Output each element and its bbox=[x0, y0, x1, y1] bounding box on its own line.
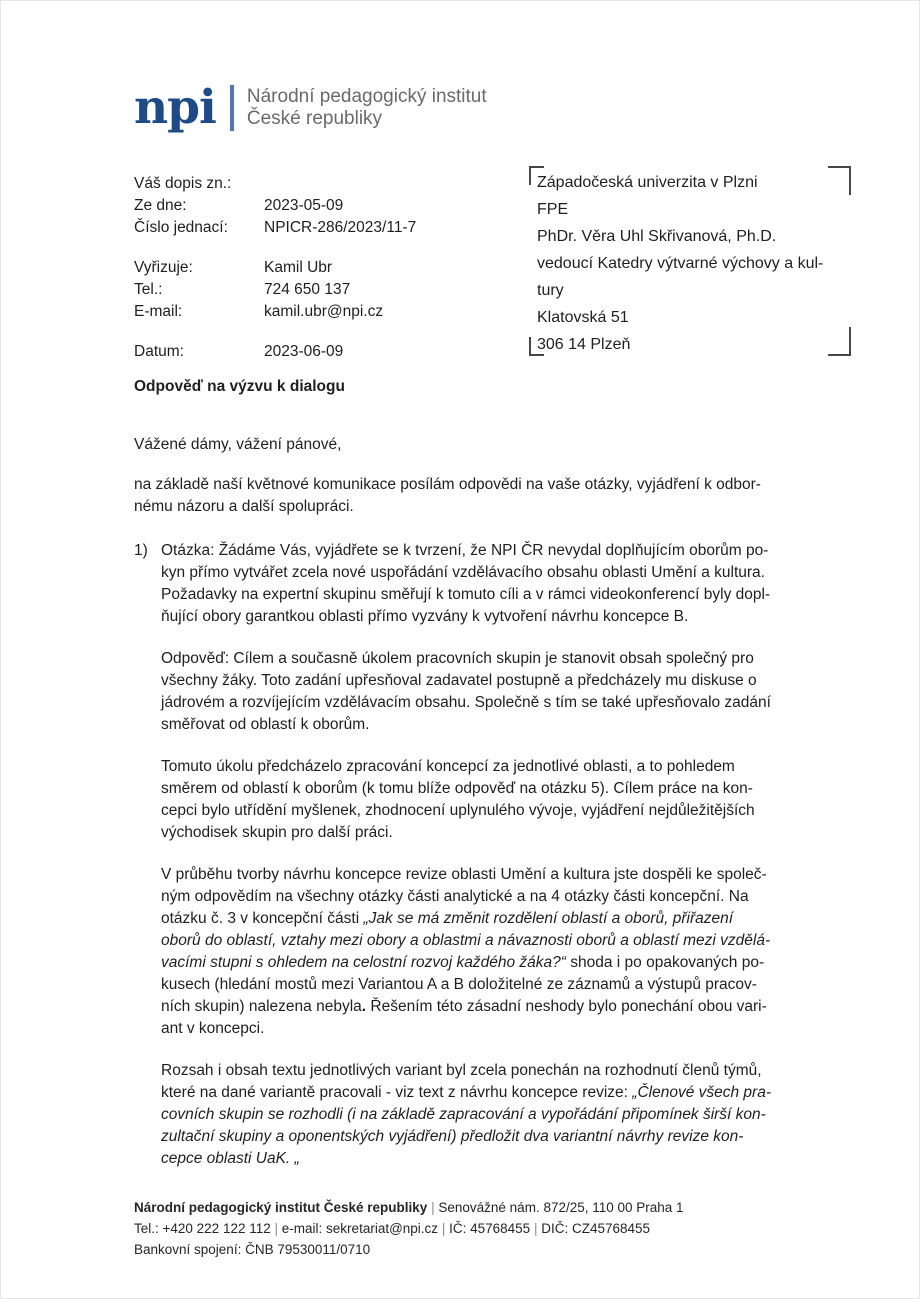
recipient-line: PhDr. Věra Uhl Skřivanová, Ph.D. bbox=[537, 228, 777, 245]
quoted-italic-text: „Členové všech pra- bbox=[632, 1084, 771, 1101]
recipient-line: vedoucí Katedry výtvarné výchovy a kul- bbox=[537, 255, 824, 272]
footer-ic: IČ: 45768455 bbox=[449, 1221, 531, 1236]
footer-address: Senovážné nám. 872/25, 110 00 Praha 1 bbox=[438, 1200, 684, 1215]
sender-field-vas-dopis bbox=[134, 173, 416, 195]
paragraph-line: směřovat od oblastí k oborům. bbox=[161, 716, 370, 733]
sender-field-email bbox=[134, 301, 416, 323]
paragraph-line: Otázka: Žádáme Vás, vyjádřete se k tvrzení, že NPI ČR nevydal doplňujícím oborům po- bbox=[161, 542, 769, 559]
question-1-paragraph bbox=[134, 540, 861, 628]
paragraph-line: V průběhu tvorby návrhu koncepce revize oblasti Umění a kultura jste dospěli ke společ- bbox=[161, 866, 767, 883]
logo-name-line2: České republiky bbox=[246, 108, 383, 129]
sender-field-label: Vyřizuje: bbox=[134, 259, 193, 276]
paragraph-line: na základě naší květnové komunikace posílám odpovědi na vaše otázky, vyjádření k odbor- bbox=[134, 476, 761, 493]
sender-field-cislo-jednaci bbox=[134, 217, 416, 239]
bold-period: . bbox=[361, 998, 367, 1015]
footer-org-name: Národní pedagogický institut České republiky bbox=[134, 1200, 428, 1215]
answer-paragraph-1 bbox=[161, 648, 861, 736]
letter-footer bbox=[134, 1197, 684, 1260]
paragraph-line: nému názoru a další spolupráci. bbox=[134, 498, 354, 515]
recipient-line: 306 14 Plzeň bbox=[537, 336, 631, 353]
paragraph-text: Řešením této zásadní neshody bylo ponechání obou vari- bbox=[366, 998, 767, 1015]
paragraph-line: Požadavky na expertní skupinu směřují k tomuto cíli a v rámci videokonferencí byly dopl- bbox=[161, 586, 771, 603]
sender-field-ze-dne bbox=[134, 195, 416, 217]
sender-field-label: Váš dopis zn.: bbox=[134, 175, 232, 192]
recipient-address-block bbox=[529, 164, 851, 358]
footer-line-2 bbox=[134, 1218, 684, 1239]
answer-paragraph-2 bbox=[161, 756, 861, 844]
sender-field-value: 724 650 137 bbox=[264, 281, 351, 298]
paragraph-line: směrem od oblastí k oborům (k tomu blíže odpověď na otázku 5). Cílem práce na kon- bbox=[161, 780, 753, 797]
intro-paragraph bbox=[134, 474, 761, 518]
paragraph-line bbox=[161, 996, 861, 1018]
paragraph-line bbox=[161, 908, 861, 930]
recipient-line: FPE bbox=[537, 201, 569, 218]
footer-separator: | bbox=[431, 1200, 435, 1215]
paragraph-line: Rozsah i obsah textu jednotlivých variant byl zcela ponechán na rozhodnutí členů týmů, bbox=[161, 1062, 762, 1079]
paragraph-line: cepci bylo utřídění myšlenek, zhodnocení uplynulého vývoje, vyjádření nejdůležitějších bbox=[161, 802, 755, 819]
address-window-corner-top-right bbox=[828, 166, 851, 195]
list-number: 1) bbox=[134, 542, 148, 559]
footer-tel: Tel.: +420 222 122 112 bbox=[134, 1221, 271, 1236]
letter-subject: Odpověď na výzvu k dialogu bbox=[134, 378, 345, 395]
paragraph-line: kusech (hledání mostů mezi Variantou A a B doložitelné ze záznamů a výstupů pracov- bbox=[161, 976, 757, 993]
footer-bank: Bankovní spojení: ČNB 79530011/0710 bbox=[134, 1242, 371, 1257]
sender-field-datum bbox=[134, 341, 416, 363]
recipient-line: Západočeská univerzita v Plzni bbox=[537, 174, 758, 191]
footer-separator: | bbox=[274, 1221, 279, 1236]
sender-field-label: E-mail: bbox=[134, 303, 183, 320]
paragraph-line: kyn přímo vytvářet zcela nové uspořádání vzdělávacího obsahu oblasti Umění a kultura. bbox=[161, 564, 765, 581]
answer-paragraph-4 bbox=[161, 1060, 861, 1170]
sender-field-label: Číslo jednací: bbox=[134, 219, 228, 236]
footer-separator: | bbox=[441, 1221, 446, 1236]
paragraph-text: shoda i po opakovaných po- bbox=[565, 954, 765, 971]
paragraph-line bbox=[161, 1082, 861, 1104]
logo-institute-name bbox=[247, 86, 487, 130]
letter-salutation: Vážené dámy, vážení pánové, bbox=[134, 436, 342, 453]
paragraph-line: ným odpovědím na všechny otázky části analytické a na 4 otázky části koncepční. Na bbox=[161, 888, 749, 905]
sender-field-value: kamil.ubr@npi.cz bbox=[264, 303, 384, 320]
quoted-italic-line: zultační skupiny a oponentských vyjádření) předložit dva variantní návrhy revize kon- bbox=[161, 1128, 744, 1145]
quoted-italic-line: oborů do oblastí, vztahy mezi obory a oblastmi a návaznosti oborů a oblastí mezi vzdělá- bbox=[161, 932, 771, 949]
sender-meta-block bbox=[134, 173, 416, 363]
sender-field-vyrizuje bbox=[134, 257, 416, 279]
footer-separator: | bbox=[533, 1221, 538, 1236]
paragraph-line: všechny žáky. Toto zadání upřesňoval zadavatel postupně a předcházely mu diskuse o bbox=[161, 672, 757, 689]
paragraph-line: Tomuto úkolu předcházelo zpracování koncepcí za jednotlivé oblasti, a to pohledem bbox=[161, 758, 735, 775]
sender-field-tel bbox=[134, 279, 416, 301]
footer-dic: DIČ: CZ45768455 bbox=[541, 1221, 651, 1236]
sender-field-label: Ze dne: bbox=[134, 197, 187, 214]
footer-email: e-mail: sekretariat@npi.cz bbox=[281, 1221, 439, 1236]
npi-logo bbox=[134, 80, 487, 135]
paragraph-line: východisek skupin pro další práci. bbox=[161, 824, 393, 841]
quoted-italic-text: „Jak se má změnit rozdělení oblastí a oborů, přiřazení bbox=[363, 910, 734, 927]
footer-line-1 bbox=[134, 1197, 684, 1218]
paragraph-text: které na dané variantě pracovali - viz text z návrhu koncepce revize: bbox=[161, 1084, 633, 1101]
sender-field-value: 2023-06-09 bbox=[264, 343, 344, 360]
sender-field-value: 2023-05-09 bbox=[264, 197, 344, 214]
sender-field-label: Datum: bbox=[134, 343, 184, 360]
sender-field-value: Kamil Ubr bbox=[264, 259, 333, 276]
sender-field-label: Tel.: bbox=[134, 281, 163, 298]
answer-paragraph-3 bbox=[161, 864, 861, 1040]
logo-name-line1: Národní pedagogický institut bbox=[246, 86, 487, 107]
logo-divider-bar bbox=[230, 85, 234, 131]
quoted-italic-text: vacími stupni s ohledem na celostní rozvoj každého žáka?“ bbox=[161, 954, 566, 971]
quoted-italic-line: covních skupin se rozhodli (i na základě zapracování a vypořádání připomínek širší kon- bbox=[161, 1106, 766, 1123]
recipient-line: Klatovská 51 bbox=[537, 309, 629, 326]
paragraph-line: ant v koncepci. bbox=[161, 1020, 265, 1037]
paragraph-line: ňující obory garantkou oblasti přímo vyzvány k vytvoření návrhu koncepce B. bbox=[161, 608, 689, 625]
sender-field-value: NPICR-286/2023/11-7 bbox=[264, 219, 417, 236]
letter-body bbox=[134, 540, 861, 1170]
quoted-italic-line: cepce oblasti UaK. „ bbox=[161, 1150, 300, 1167]
paragraph-line bbox=[161, 952, 861, 974]
paragraph-line: jádrovém a rozvíjejícím vzdělávacím obsahu. Společně s tím se také upřesňovalo zadání bbox=[161, 694, 771, 711]
npi-logo-mark: npi bbox=[134, 80, 216, 135]
paragraph-line: Odpověď: Cílem a současně úkolem pracovních skupin je stanovit obsah společný pro bbox=[161, 650, 754, 667]
address-window-corner-bottom-right bbox=[828, 327, 851, 356]
footer-line-3 bbox=[134, 1239, 684, 1260]
paragraph-text: ních skupin) nalezena nebyla bbox=[161, 998, 362, 1015]
paragraph-text: otázku č. 3 v koncepční části bbox=[161, 910, 364, 927]
recipient-line: tury bbox=[537, 282, 564, 299]
